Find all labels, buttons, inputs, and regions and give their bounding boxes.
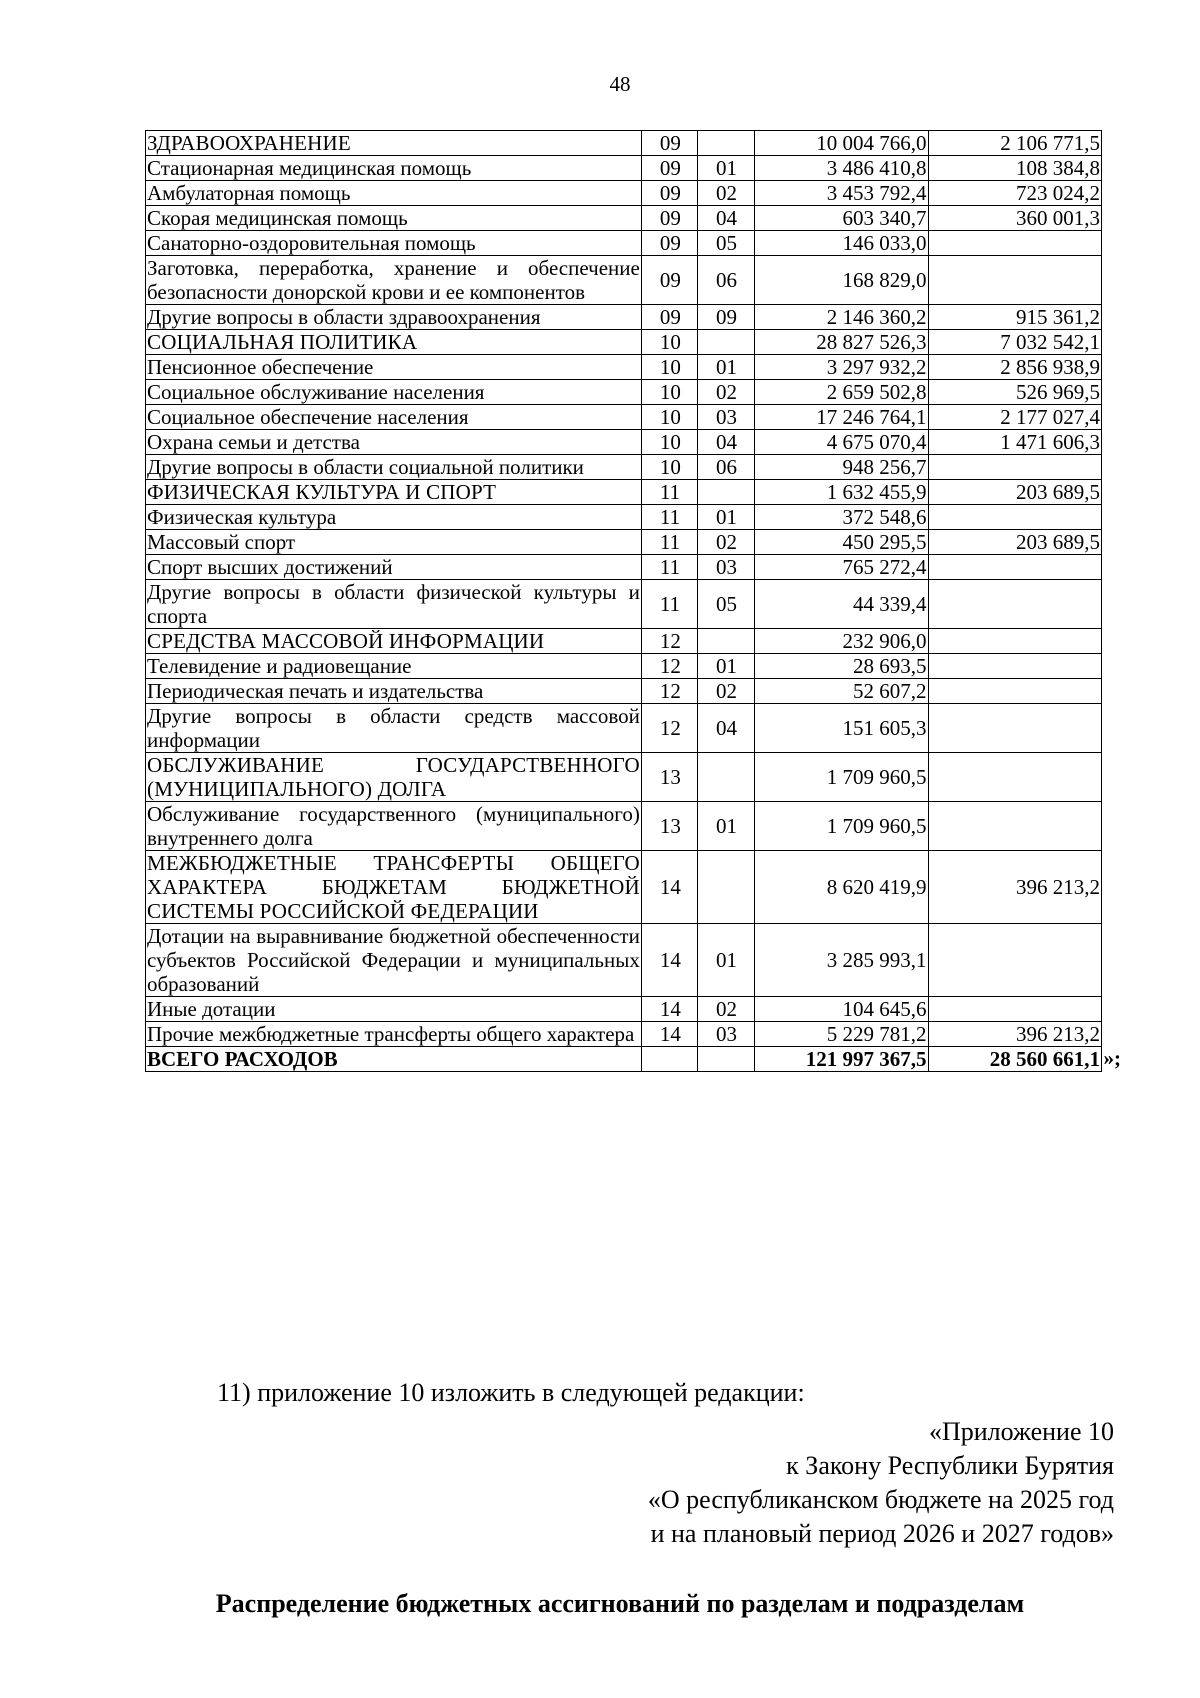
amount-total: 168 829,0: [755, 256, 928, 305]
table-row: [146, 305, 1102, 330]
table-row: [146, 1022, 1102, 1047]
amount-federal: [928, 753, 1101, 802]
table-row: [146, 480, 1102, 505]
subsection-code: 01: [697, 355, 754, 380]
row-name: ОБСЛУЖИВАНИЕ ГОСУДАРСТВЕННОГО (МУНИЦИПАЛЬНОГО) ДОЛГА: [147, 753, 640, 801]
row-name: Спорт высших достижений: [146, 555, 642, 580]
row-name: Пенсионное обеспечение: [146, 355, 642, 380]
row-name: Другие вопросы в области средств массовой информации: [147, 704, 640, 752]
amount-federal: 723 024,2: [928, 181, 1101, 206]
section-code: 10: [641, 355, 697, 380]
amount-total: 151 605,3: [755, 704, 928, 753]
appendix-header: [648, 1415, 1114, 1551]
section-code: 12: [641, 679, 697, 704]
subsection-code: 01: [697, 156, 754, 181]
table-row: [146, 530, 1102, 555]
table-row: [146, 156, 1102, 181]
section-code: 09: [641, 305, 697, 330]
amount-total: 146 033,0: [755, 231, 928, 256]
table-row: [146, 181, 1102, 206]
table-row: [146, 802, 1102, 851]
row-name: Социальное обслуживание населения: [146, 380, 642, 405]
total-subsection-empty: [697, 1047, 754, 1072]
row-name: Санаторно-оздоровительная помощь: [146, 231, 642, 256]
row-name: Скорая медицинская помощь: [146, 206, 642, 231]
amount-total: 17 246 764,1: [755, 405, 928, 430]
table-row: [146, 851, 1102, 924]
page-number: 48: [609, 72, 631, 96]
subsection-code: 02: [697, 530, 754, 555]
table-row: [146, 997, 1102, 1022]
amount-total: 2 146 360,2: [755, 305, 928, 330]
row-name: Другие вопросы в области здравоохранения: [146, 305, 642, 330]
amount-total: 10 004 766,0: [755, 131, 928, 156]
section-code: 10: [641, 455, 697, 480]
table-row: [146, 654, 1102, 679]
subsection-code: 01: [697, 654, 754, 679]
table-row: [146, 231, 1102, 256]
table-row: [146, 580, 1102, 629]
amount-total: 4 675 070,4: [755, 430, 928, 455]
row-name: Другие вопросы в области социальной политики: [146, 455, 642, 480]
amount-federal: [928, 704, 1101, 753]
row-name: Телевидение и радиовещание: [146, 654, 642, 679]
table-row: [146, 679, 1102, 704]
amount-federal: [928, 555, 1101, 580]
amount-federal: 915 361,2: [928, 305, 1101, 330]
subsection-code: 02: [697, 380, 754, 405]
total-federal-amount: [928, 1046, 1121, 1072]
row-name: МЕЖБЮДЖЕТНЫЕ ТРАНСФЕРТЫ ОБЩЕГО ХАРАКТЕРА БЮДЖЕТАМ БЮДЖЕТНОЙ СИСТЕМЫ РОССИЙСКОЙ ФЕДЕРАЦИИ: [147, 851, 640, 923]
amount-federal: [928, 455, 1101, 480]
amount-federal: [928, 802, 1101, 851]
table-row: [146, 131, 1102, 156]
row-name: ФИЗИЧЕСКАЯ КУЛЬТУРА И СПОРТ: [146, 480, 642, 505]
subsection-code: 09: [697, 305, 754, 330]
subsection-code: [697, 131, 754, 156]
subsection-code: 04: [697, 206, 754, 231]
amount-federal: [928, 580, 1101, 629]
table-row: [146, 505, 1102, 530]
row-name: Прочие межбюджетные трансферты общего характера: [146, 1022, 642, 1047]
section-code: 11: [641, 480, 697, 505]
amount-total: 52 607,2: [755, 679, 928, 704]
table-row: [146, 555, 1102, 580]
amount-federal: [928, 924, 1101, 997]
table-row: [146, 256, 1102, 305]
subsection-code: 03: [697, 405, 754, 430]
amount-total: 3 297 932,2: [755, 355, 928, 380]
amount-federal: [928, 231, 1101, 256]
amount-federal: [928, 505, 1101, 530]
section-code: 10: [641, 380, 697, 405]
amount-federal: 2 106 771,5: [928, 131, 1101, 156]
amount-federal: 396 213,2: [928, 851, 1101, 924]
budget-table: [145, 130, 1121, 1072]
table-row: [146, 629, 1102, 654]
amount-total: 1 632 455,9: [755, 480, 928, 505]
table-row: [146, 924, 1102, 997]
row-name: Охрана семьи и детства: [146, 430, 642, 455]
closing-quote: »;: [1103, 1046, 1121, 1070]
section-code: 14: [641, 851, 697, 924]
amount-federal: 203 689,5: [928, 530, 1101, 555]
subsection-code: 02: [697, 679, 754, 704]
amount-federal: [928, 997, 1101, 1022]
amount-federal: 2 856 938,9: [928, 355, 1101, 380]
subsection-code: 01: [697, 924, 754, 997]
appendix-line: «О республиканском бюджете на 2025 год: [647, 1485, 1114, 1514]
subsection-code: 03: [697, 555, 754, 580]
section-code: 11: [641, 505, 697, 530]
subsection-code: 01: [697, 505, 754, 530]
amount-total: 2 659 502,8: [755, 380, 928, 405]
row-name: Заготовка, переработка, хранение и обеспечение безопасности донорской крови и ее компонентов: [147, 256, 640, 304]
amount-total: 104 645,6: [755, 997, 928, 1022]
table-row: [146, 330, 1102, 355]
subsection-code: 06: [697, 455, 754, 480]
table-row: [146, 753, 1102, 802]
total-row: [146, 1047, 1102, 1072]
row-name: Стационарная медицинская помощь: [146, 156, 642, 181]
section-code: 11: [641, 555, 697, 580]
amount-federal: 2 177 027,4: [928, 405, 1101, 430]
table-row: [146, 704, 1102, 753]
table-row: [146, 455, 1102, 480]
table-row: [146, 355, 1102, 380]
amount-total: 8 620 419,9: [755, 851, 928, 924]
amount-total: 948 256,7: [755, 455, 928, 480]
row-name: Физическая культура: [146, 505, 642, 530]
document-heading: Распределение бюджетных ассигнований по разделам и подразделам: [215, 1589, 1025, 1618]
subsection-code: 01: [697, 802, 754, 851]
table-row: [146, 380, 1102, 405]
amount-federal: 1 471 606,3: [928, 430, 1101, 455]
row-name: Периодическая печать и издательства: [146, 679, 642, 704]
amount-total: 3 486 410,8: [755, 156, 928, 181]
section-code: 14: [641, 997, 697, 1022]
section-code: 11: [641, 530, 697, 555]
amount-federal: 108 384,8: [928, 156, 1101, 181]
subsection-code: 03: [697, 1022, 754, 1047]
subsection-code: [697, 330, 754, 355]
total-section-empty: [641, 1047, 697, 1072]
amount-total: 28 827 526,3: [755, 330, 928, 355]
row-name: Другие вопросы в области физической культуры и спорта: [147, 580, 640, 628]
total-amount: 121 997 367,5: [755, 1047, 928, 1072]
item-11-text: 11) приложение 10 изложить в следующей редакции:: [217, 1378, 805, 1407]
subsection-code: 06: [697, 256, 754, 305]
amount-federal: 7 032 542,1: [928, 330, 1101, 355]
amount-federal: 396 213,2: [928, 1022, 1101, 1047]
section-code: 09: [641, 231, 697, 256]
total-label: ВСЕГО РАСХОДОВ: [146, 1047, 642, 1072]
total-federal-value: 28 560 661,1: [989, 1047, 1100, 1071]
subsection-code: 04: [697, 704, 754, 753]
section-code: 09: [641, 181, 697, 206]
appendix-line: к Закону Республики Бурятия: [786, 1451, 1114, 1480]
subsection-code: [697, 753, 754, 802]
section-code: 09: [641, 156, 697, 181]
row-name: Массовый спорт: [146, 530, 642, 555]
section-code: 10: [641, 430, 697, 455]
subsection-code: [697, 851, 754, 924]
row-name: Социальное обеспечение населения: [146, 405, 642, 430]
row-name: Иные дотации: [146, 997, 642, 1022]
amount-federal: 526 969,5: [928, 380, 1101, 405]
amount-federal: [928, 629, 1101, 654]
subsection-code: 05: [697, 231, 754, 256]
subsection-code: [697, 480, 754, 505]
budget-table-body: [146, 131, 1121, 1072]
row-name: ЗДРАВООХРАНЕНИЕ: [146, 131, 642, 156]
amount-total: 765 272,4: [755, 555, 928, 580]
amount-total: 3 285 993,1: [755, 924, 928, 997]
amount-total: 44 339,4: [755, 580, 928, 629]
section-code: 10: [641, 330, 697, 355]
appendix-line: и на плановый период 2026 и 2027 годов»: [650, 1519, 1114, 1548]
row-name: Дотации на выравнивание бюджетной обеспеченности субъектов Российской Федерации и муниципальных образований: [147, 924, 640, 996]
amount-total: 372 548,6: [755, 505, 928, 530]
section-code: 11: [641, 580, 697, 629]
section-code: 09: [641, 131, 697, 156]
amount-federal: 360 001,3: [928, 206, 1101, 231]
row-name: СРЕДСТВА МАССОВОЙ ИНФОРМАЦИИ: [146, 629, 642, 654]
amount-total: 450 295,5: [755, 530, 928, 555]
amount-federal: [928, 679, 1101, 704]
table-row: [146, 206, 1102, 231]
subsection-code: 02: [697, 997, 754, 1022]
amount-total: 603 340,7: [755, 206, 928, 231]
section-code: 13: [641, 802, 697, 851]
amount-total: 232 906,0: [755, 629, 928, 654]
amount-federal: [928, 256, 1101, 305]
amount-total: 1 709 960,5: [755, 753, 928, 802]
subsection-code: 04: [697, 430, 754, 455]
amount-total: 5 229 781,2: [755, 1022, 928, 1047]
row-name: Амбулаторная помощь: [146, 181, 642, 206]
section-code: 09: [641, 256, 697, 305]
section-code: 12: [641, 704, 697, 753]
amount-federal: 203 689,5: [928, 480, 1101, 505]
appendix-line: «Приложение 10: [928, 1417, 1114, 1446]
row-name: Обслуживание государственного (муниципального) внутреннего долга: [147, 802, 640, 850]
amount-total: 1 709 960,5: [755, 802, 928, 851]
amount-federal: [928, 654, 1101, 679]
row-name: СОЦИАЛЬНАЯ ПОЛИТИКА: [146, 330, 642, 355]
section-code: 12: [641, 629, 697, 654]
section-code: 12: [641, 654, 697, 679]
table-row: [146, 430, 1102, 455]
table-row: [146, 405, 1102, 430]
subsection-code: [697, 629, 754, 654]
section-code: 14: [641, 924, 697, 997]
section-code: 10: [641, 405, 697, 430]
amount-total: 28 693,5: [755, 654, 928, 679]
section-code: 14: [641, 1022, 697, 1047]
subsection-code: 05: [697, 580, 754, 629]
amount-total: 3 453 792,4: [755, 181, 928, 206]
section-code: 13: [641, 753, 697, 802]
section-code: 09: [641, 206, 697, 231]
subsection-code: 02: [697, 181, 754, 206]
